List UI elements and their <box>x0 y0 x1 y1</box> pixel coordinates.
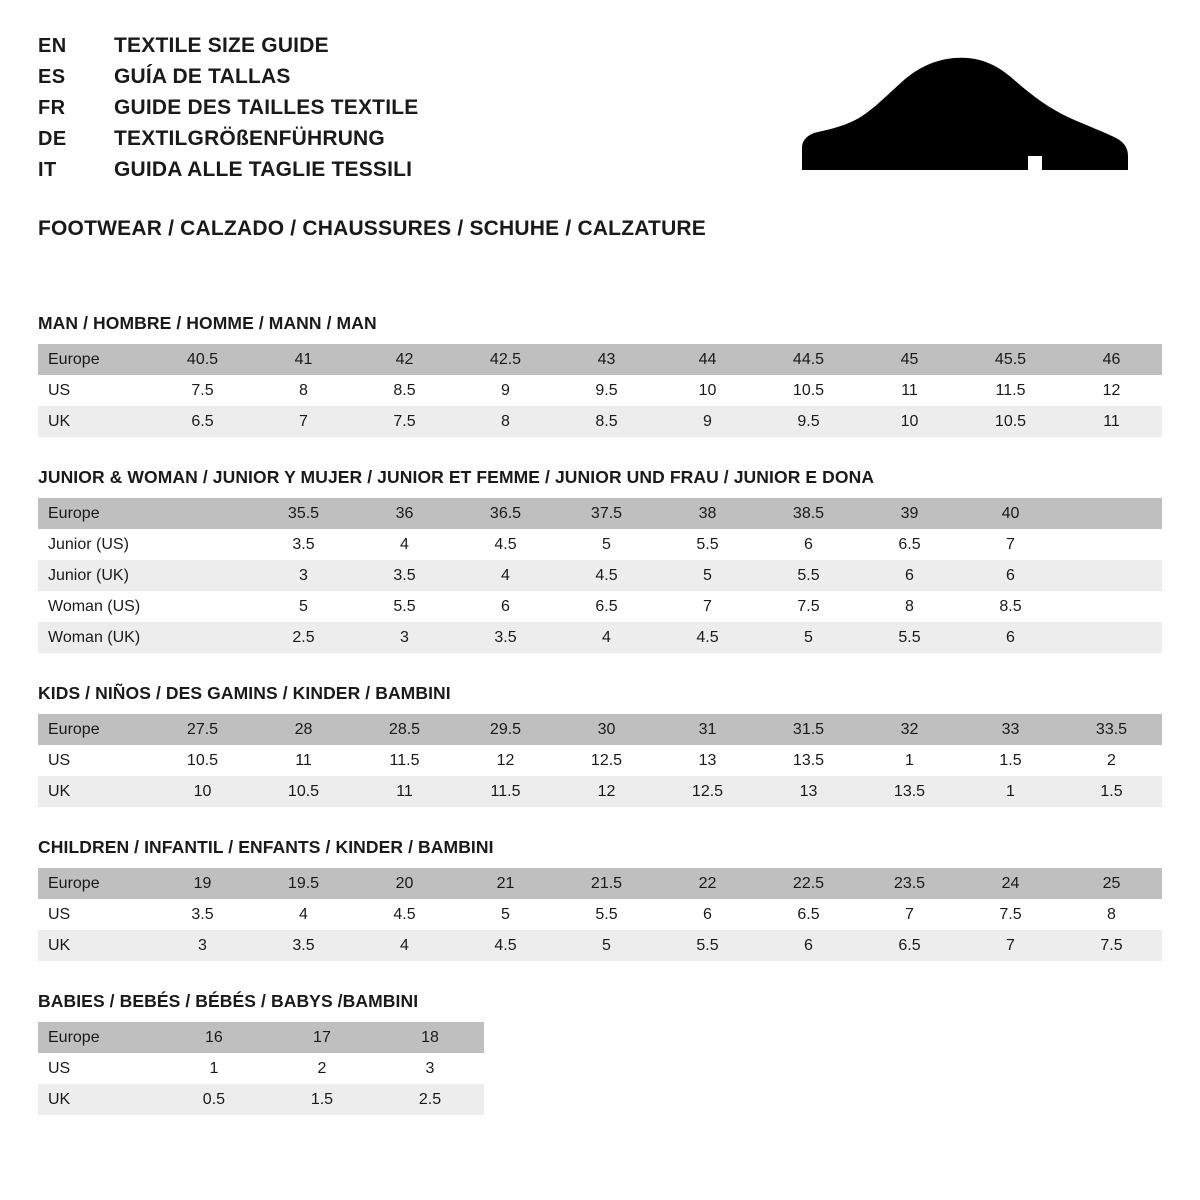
cell: 4.5 <box>657 622 758 653</box>
row-label: UK <box>38 930 152 961</box>
section-babies <box>38 991 1162 1115</box>
cell: 13 <box>758 776 859 807</box>
cell: 8 <box>1061 899 1162 930</box>
cell: 4 <box>354 529 455 560</box>
section-man <box>38 313 1162 437</box>
row-label: Junior (UK) <box>38 560 152 591</box>
cell <box>1061 498 1162 529</box>
table-row <box>38 899 1162 930</box>
cell: 22 <box>657 868 758 899</box>
cell: 1 <box>859 745 960 776</box>
table-row <box>38 776 1162 807</box>
table-row <box>38 714 1162 745</box>
cell: 2 <box>268 1053 376 1084</box>
cell: 3.5 <box>253 529 354 560</box>
cell: 1.5 <box>268 1084 376 1115</box>
cell: 33.5 <box>1061 714 1162 745</box>
cell: 6.5 <box>556 591 657 622</box>
row-label: Europe <box>38 868 152 899</box>
row-label: US <box>38 375 152 406</box>
cell: 11 <box>253 745 354 776</box>
language-code: EN <box>38 35 67 57</box>
table-row <box>38 622 1162 653</box>
cell: 6.5 <box>859 529 960 560</box>
cell: 35.5 <box>253 498 354 529</box>
language-code: FR <box>38 97 66 119</box>
cell: 43 <box>556 344 657 375</box>
cell: 39 <box>859 498 960 529</box>
header <box>38 34 1162 189</box>
cell: 7 <box>253 406 354 437</box>
cell: 12.5 <box>657 776 758 807</box>
cell: 10.5 <box>960 406 1061 437</box>
section-junior-woman <box>38 467 1162 653</box>
table-row <box>38 1084 484 1115</box>
cell: 29.5 <box>455 714 556 745</box>
cell: 32 <box>859 714 960 745</box>
cell: 10 <box>859 406 960 437</box>
cell: 19.5 <box>253 868 354 899</box>
cell <box>152 529 253 560</box>
cell: 42 <box>354 344 455 375</box>
cell: 31 <box>657 714 758 745</box>
row-label: US <box>38 1053 160 1084</box>
cell: 3 <box>354 622 455 653</box>
table-row <box>38 1022 484 1053</box>
cell: 28 <box>253 714 354 745</box>
table-row <box>38 375 1162 406</box>
table-row <box>38 745 1162 776</box>
section-title: MAN / HOMBRE / HOMME / MANN / MAN <box>38 313 377 333</box>
cell <box>152 560 253 591</box>
cell: 45.5 <box>960 344 1061 375</box>
row-label: US <box>38 899 152 930</box>
table-row <box>38 529 1162 560</box>
size-table-junior-woman <box>38 498 1162 653</box>
cell: 6.5 <box>758 899 859 930</box>
cell: 13 <box>657 745 758 776</box>
cell: 6.5 <box>152 406 253 437</box>
table-row <box>38 1053 484 1084</box>
cell: 5.5 <box>758 560 859 591</box>
cell: 5.5 <box>657 529 758 560</box>
row-label: Junior (US) <box>38 529 152 560</box>
language-title: GUIDE DES TAILLES TEXTILE <box>114 96 419 119</box>
cell: 46 <box>1061 344 1162 375</box>
cell: 6 <box>859 560 960 591</box>
cell <box>1061 529 1162 560</box>
cell <box>152 622 253 653</box>
cell: 6 <box>657 899 758 930</box>
cell: 0.5 <box>160 1084 268 1115</box>
row-label: Woman (US) <box>38 591 152 622</box>
language-title-list <box>38 34 418 189</box>
cell: 20 <box>354 868 455 899</box>
cell: 36 <box>354 498 455 529</box>
cell: 17 <box>268 1022 376 1053</box>
cell: 36.5 <box>455 498 556 529</box>
category-title: FOOTWEAR / CALZADO / CHAUSSURES / SCHUHE / CALZATURE <box>38 217 707 240</box>
cell: 3.5 <box>253 930 354 961</box>
section-children <box>38 837 1162 961</box>
cell: 3.5 <box>455 622 556 653</box>
cell: 33 <box>960 714 1061 745</box>
language-code: DE <box>38 128 67 150</box>
cell: 13.5 <box>859 776 960 807</box>
cell: 7 <box>960 529 1061 560</box>
cell: 11.5 <box>960 375 1061 406</box>
language-code: IT <box>38 159 57 181</box>
cell: 12.5 <box>556 745 657 776</box>
cell: 7.5 <box>758 591 859 622</box>
cell: 7.5 <box>960 899 1061 930</box>
row-label: Woman (UK) <box>38 622 152 653</box>
cell: 11 <box>354 776 455 807</box>
cell: 13.5 <box>758 745 859 776</box>
language-row <box>38 65 418 96</box>
cell: 23.5 <box>859 868 960 899</box>
cell: 9.5 <box>758 406 859 437</box>
cell: 8 <box>253 375 354 406</box>
size-table-man <box>38 344 1162 437</box>
cell: 8.5 <box>960 591 1061 622</box>
cell: 7.5 <box>152 375 253 406</box>
section-title: CHILDREN / INFANTIL / ENFANTS / KINDER / BAMBINI <box>38 837 494 857</box>
cell: 4 <box>556 622 657 653</box>
table-row <box>38 498 1162 529</box>
cell: 10 <box>657 375 758 406</box>
section-title: BABIES / BEBÉS / BÉBÉS / BABYS /BAMBINI <box>38 991 419 1011</box>
cell: 8.5 <box>354 375 455 406</box>
cell <box>1061 622 1162 653</box>
cell: 8 <box>859 591 960 622</box>
cell: 5 <box>758 622 859 653</box>
cell: 9.5 <box>556 375 657 406</box>
cell: 38.5 <box>758 498 859 529</box>
cell: 38 <box>657 498 758 529</box>
row-label: Europe <box>38 498 152 529</box>
cell: 45 <box>859 344 960 375</box>
cell: 11.5 <box>354 745 455 776</box>
cell: 10 <box>152 776 253 807</box>
table-row <box>38 560 1162 591</box>
cell: 41 <box>253 344 354 375</box>
row-label: Europe <box>38 1022 160 1053</box>
cell: 1.5 <box>960 745 1061 776</box>
cell: 2.5 <box>253 622 354 653</box>
language-title: TEXTILE SIZE GUIDE <box>114 34 329 57</box>
cell: 4 <box>354 930 455 961</box>
table-row <box>38 591 1162 622</box>
row-label: Europe <box>38 344 152 375</box>
section-title: KIDS / NIÑOS / DES GAMINS / KINDER / BAMBINI <box>38 683 451 703</box>
section-title: JUNIOR & WOMAN / JUNIOR Y MUJER / JUNIOR ET FEMME / JUNIOR UND FRAU / JUNIOR E DONA <box>38 467 875 487</box>
cell: 1 <box>960 776 1061 807</box>
cell: 7 <box>859 899 960 930</box>
table-row <box>38 406 1162 437</box>
cell: 8 <box>455 406 556 437</box>
cell: 3 <box>376 1053 484 1084</box>
language-title: TEXTILGRÖßENFÜHRUNG <box>114 127 385 150</box>
cell: 40.5 <box>152 344 253 375</box>
cell: 5 <box>253 591 354 622</box>
cell: 10.5 <box>758 375 859 406</box>
table-row <box>38 930 1162 961</box>
cell: 5.5 <box>859 622 960 653</box>
cell: 42.5 <box>455 344 556 375</box>
cell: 28.5 <box>354 714 455 745</box>
cell: 6 <box>758 529 859 560</box>
cell: 7 <box>657 591 758 622</box>
size-table-children <box>38 868 1162 961</box>
cell: 11.5 <box>455 776 556 807</box>
cell: 5.5 <box>354 591 455 622</box>
cell: 5 <box>455 899 556 930</box>
cell: 11 <box>1061 406 1162 437</box>
row-label: US <box>38 745 152 776</box>
cell: 6.5 <box>859 930 960 961</box>
cell: 1.5 <box>1061 776 1162 807</box>
cell: 12 <box>556 776 657 807</box>
row-label: UK <box>38 1084 160 1115</box>
language-title: GUIDA ALLE TAGLIE TESSILI <box>114 158 413 181</box>
cell: 22.5 <box>758 868 859 899</box>
cell: 19 <box>152 868 253 899</box>
row-label: UK <box>38 776 152 807</box>
language-code: ES <box>38 66 66 88</box>
cell: 7.5 <box>1061 930 1162 961</box>
language-row <box>38 127 418 158</box>
cell: 6 <box>758 930 859 961</box>
cell: 3 <box>152 930 253 961</box>
cell: 10.5 <box>152 745 253 776</box>
cell <box>1061 591 1162 622</box>
section-kids <box>38 683 1162 807</box>
cell: 12 <box>1061 375 1162 406</box>
cell: 5 <box>657 560 758 591</box>
cell: 31.5 <box>758 714 859 745</box>
cell: 12 <box>455 745 556 776</box>
cell: 8.5 <box>556 406 657 437</box>
cell: 5 <box>556 529 657 560</box>
cell: 7 <box>960 930 1061 961</box>
cell: 6 <box>455 591 556 622</box>
cell: 1 <box>160 1053 268 1084</box>
cell: 4.5 <box>354 899 455 930</box>
cell: 3.5 <box>152 899 253 930</box>
cell: 18 <box>376 1022 484 1053</box>
cell: 3 <box>253 560 354 591</box>
cell <box>152 498 253 529</box>
cell: 2 <box>1061 745 1162 776</box>
cell: 5 <box>556 930 657 961</box>
language-row <box>38 96 418 127</box>
cell: 44.5 <box>758 344 859 375</box>
cell: 2.5 <box>376 1084 484 1115</box>
cell: 5.5 <box>657 930 758 961</box>
cell: 4.5 <box>455 529 556 560</box>
cell: 27.5 <box>152 714 253 745</box>
cell: 37.5 <box>556 498 657 529</box>
size-table-babies <box>38 1022 484 1115</box>
cell: 4.5 <box>556 560 657 591</box>
cell: 7.5 <box>354 406 455 437</box>
cell: 40 <box>960 498 1061 529</box>
cell: 30 <box>556 714 657 745</box>
cell: 11 <box>859 375 960 406</box>
size-table-kids <box>38 714 1162 807</box>
cell: 6 <box>960 560 1061 591</box>
cell: 3.5 <box>354 560 455 591</box>
cell: 5.5 <box>556 899 657 930</box>
table-row <box>38 344 1162 375</box>
language-row <box>38 158 418 189</box>
cell <box>152 591 253 622</box>
cell: 9 <box>455 375 556 406</box>
language-row <box>38 34 418 65</box>
table-row <box>38 868 1162 899</box>
cell: 9 <box>657 406 758 437</box>
cell: 4 <box>253 899 354 930</box>
cell: 4.5 <box>455 930 556 961</box>
cell: 24 <box>960 868 1061 899</box>
cell: 10.5 <box>253 776 354 807</box>
cell: 44 <box>657 344 758 375</box>
cell: 21 <box>455 868 556 899</box>
cell: 25 <box>1061 868 1162 899</box>
dress-shoe-icon <box>792 34 1162 182</box>
cell: 4 <box>455 560 556 591</box>
cell: 16 <box>160 1022 268 1053</box>
row-label: UK <box>38 406 152 437</box>
language-title: GUÍA DE TALLAS <box>114 65 291 88</box>
cell <box>1061 560 1162 591</box>
cell: 6 <box>960 622 1061 653</box>
cell: 21.5 <box>556 868 657 899</box>
row-label: Europe <box>38 714 152 745</box>
